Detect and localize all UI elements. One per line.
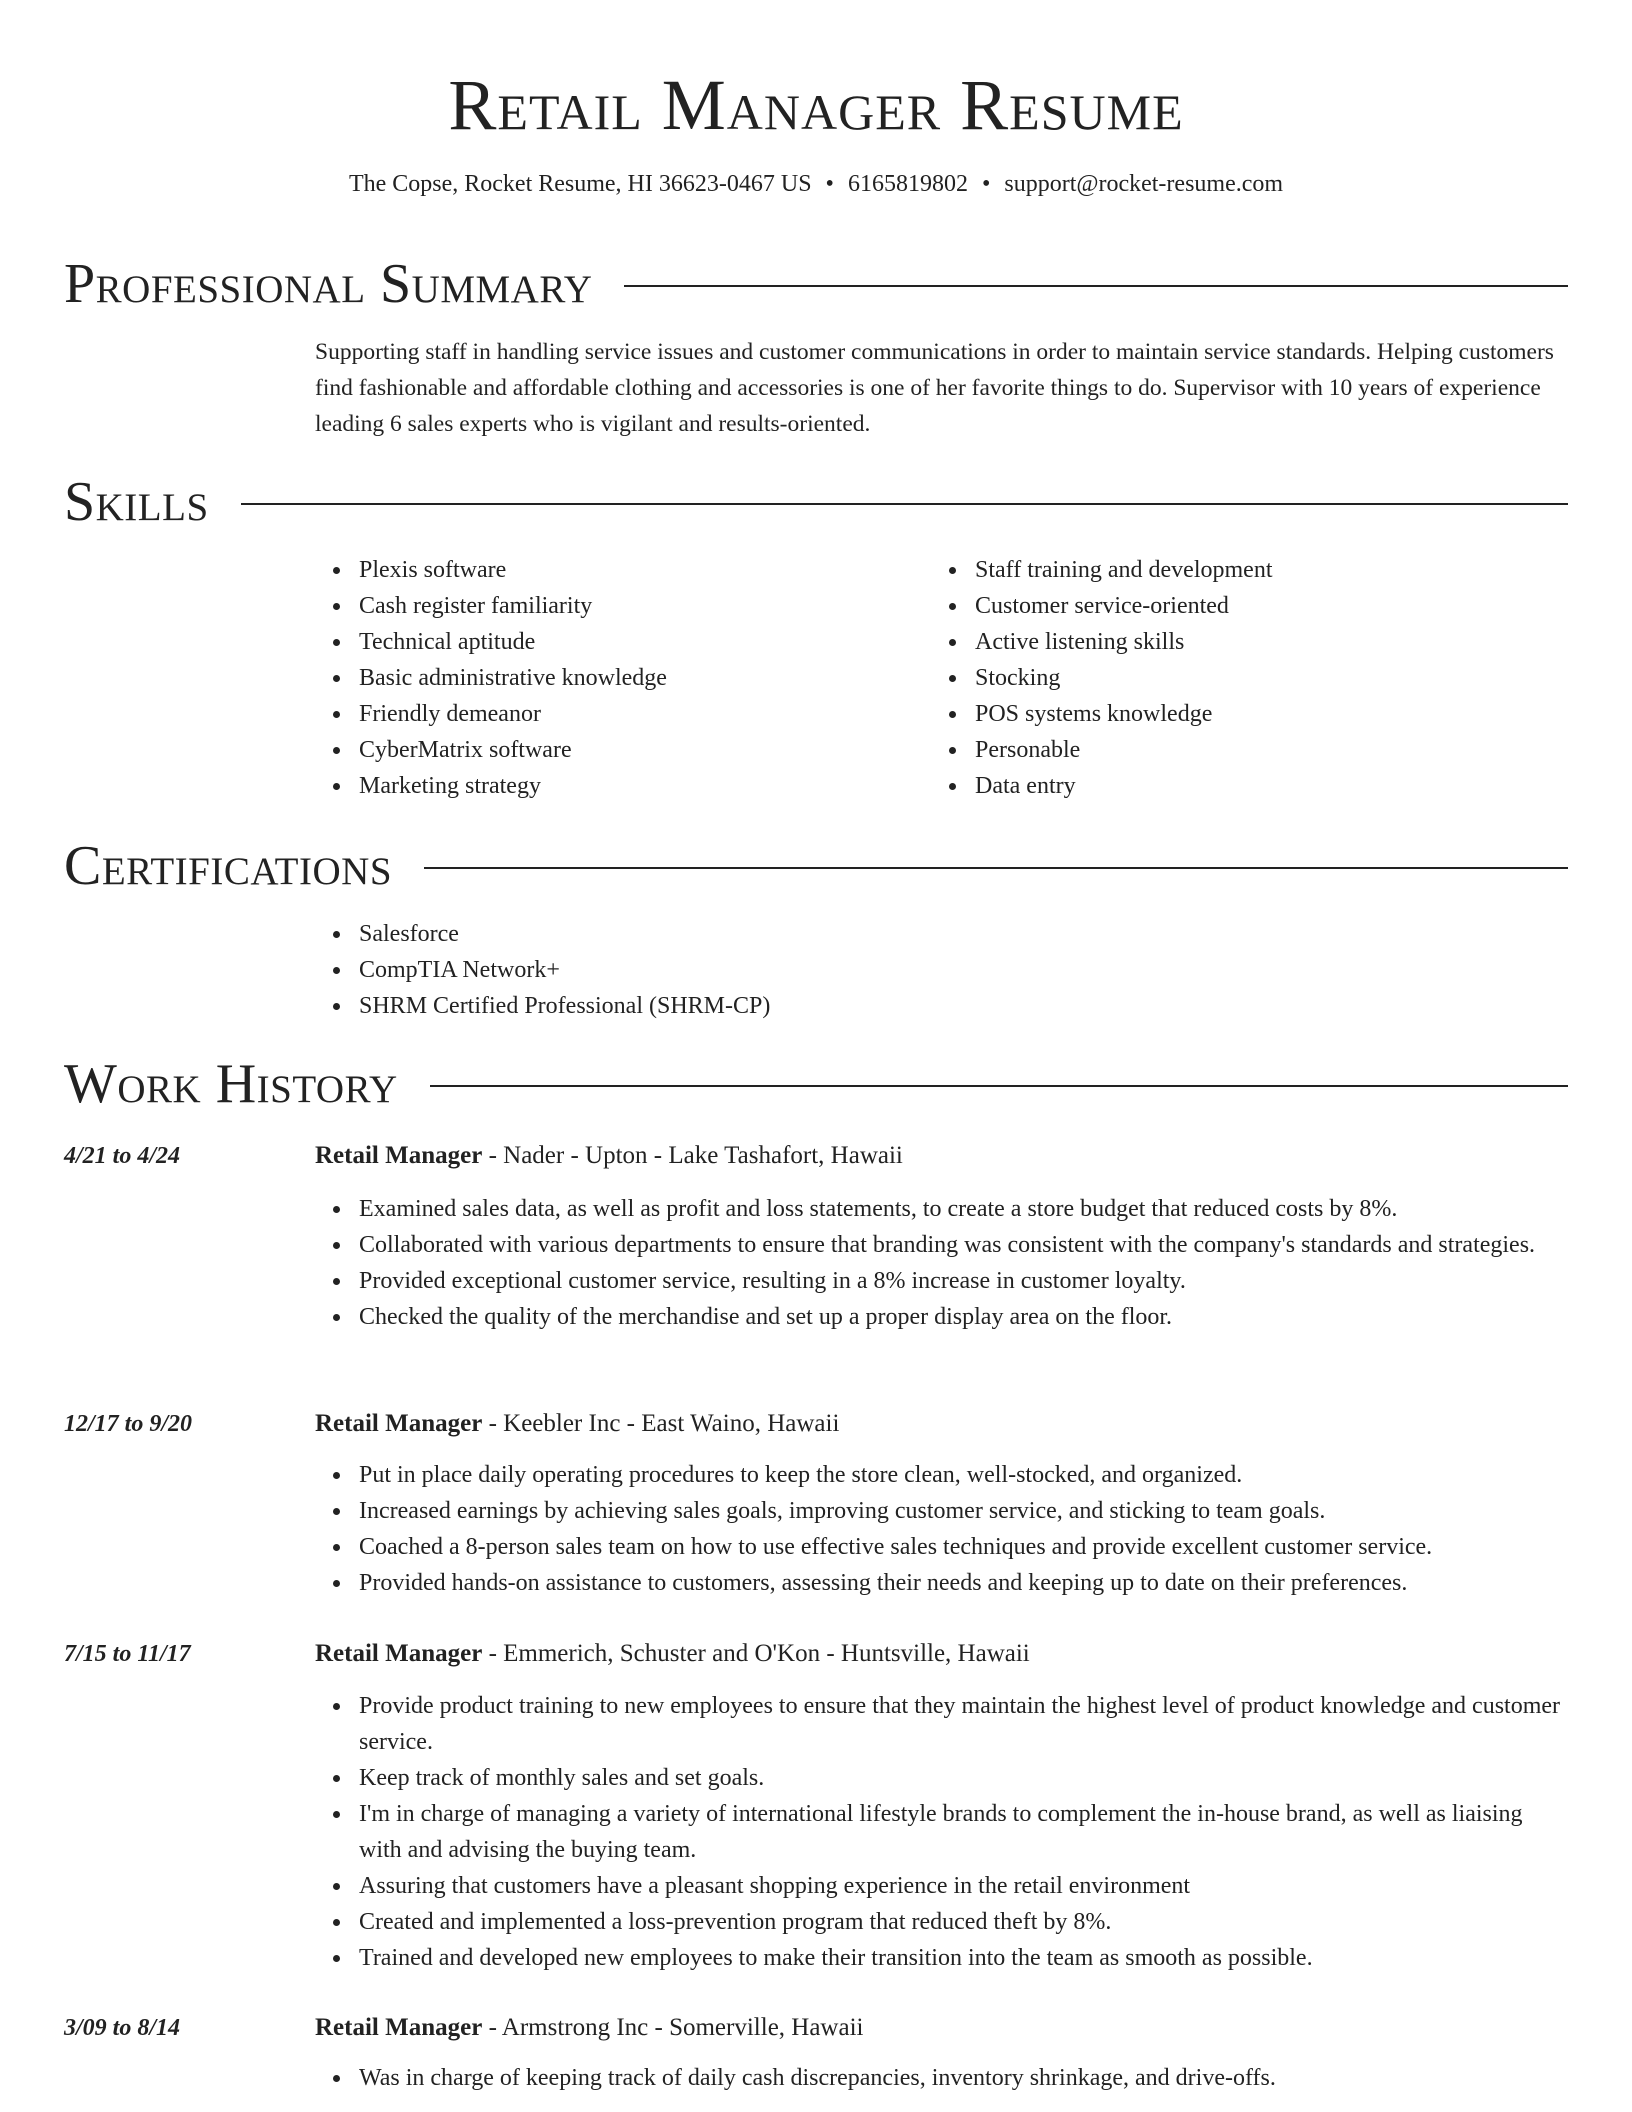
skill-item: CyberMatrix software (359, 732, 915, 768)
certifications-block (315, 916, 1568, 1024)
job-bullets (315, 1191, 1568, 1335)
skill-item: Friendly demeanor (359, 696, 915, 732)
job-details: - Emmerich, Schuster and O'Kon - Huntsville, Hawaii (482, 1640, 1030, 1667)
skills-right-column (931, 552, 1568, 804)
skill-item: Stocking (975, 660, 1568, 696)
job-bullet-item: Coached a 8-person sales team on how to use effective sales techniques and provide excellent customer service. (359, 1529, 1568, 1565)
job-bullets (315, 1457, 1568, 1601)
section-work-header (64, 1052, 1568, 1116)
contact-address: The Copse, Rocket Resume, HI 36623-0467 US (348, 171, 812, 197)
job-dates: 3/09 to 8/14 (64, 2015, 181, 2041)
section-divider (424, 867, 1568, 869)
section-divider (624, 285, 1568, 287)
skills-list (931, 552, 1568, 804)
job-bullet-item: Increased earnings by achieving sales goals, improving customer service, and sticking to team goals. (359, 1493, 1568, 1529)
job-bullet-item: Provided hands-on assistance to customers, assessing their needs and keeping up to date on their preferences. (359, 1565, 1568, 1601)
certifications-list (315, 916, 1568, 1024)
job-bullet-item: Trained and developed new employees to make their transition into the team as smooth as possible. (359, 1940, 1568, 1976)
job-dates: 7/15 to 11/17 (64, 1641, 191, 1667)
certification-item: CompTIA Network+ (359, 952, 1568, 988)
job-heading (315, 1138, 903, 1174)
resume-title: Retail Manager Resume (448, 65, 1184, 145)
skill-item: Cash register familiarity (359, 588, 915, 624)
job-dates: 4/21 to 4/24 (64, 1143, 181, 1169)
job-heading (315, 1636, 1030, 1672)
skill-item: Staff training and development (975, 552, 1568, 588)
section-title-skills: Skills (64, 471, 209, 533)
skill-item: Data entry (975, 768, 1568, 804)
job-bullet-item: Keep track of monthly sales and set goals. (359, 1760, 1568, 1796)
job-details: - Armstrong Inc - Somerville, Hawaii (482, 2014, 864, 2041)
contact-email: support@rocket-resume.com (1004, 171, 1284, 197)
section-title-work-history: Work History (64, 1053, 398, 1115)
job-bullet-item: I'm in charge of managing a variety of international lifestyle brands to complement the in-house brand, as well as liaising with and advising the buying team. (359, 1796, 1568, 1868)
job-bullets (315, 1688, 1568, 1976)
job-bullet-list (315, 2060, 1568, 2096)
section-title-certifications: Certifications (64, 835, 393, 897)
resume-page (64, 0, 1568, 2091)
job-heading (315, 1406, 839, 1442)
contact-separator: • (981, 171, 991, 197)
job-title: Retail Manager (315, 1640, 483, 1667)
job-bullet-list (315, 1191, 1568, 1335)
section-summary-header (64, 252, 1568, 316)
job-bullet-item: Assuring that customers have a pleasant shopping experience in the retail environment (359, 1868, 1568, 1904)
skill-item: Plexis software (359, 552, 915, 588)
section-skills-header (64, 470, 1568, 534)
job-bullet-list (315, 1457, 1568, 1601)
skill-item: Personable (975, 732, 1568, 768)
section-title-summary: Professional Summary (64, 253, 593, 315)
skill-item: Customer service-oriented (975, 588, 1568, 624)
job-bullet-item: Examined sales data, as well as profit and loss statements, to create a store budget that reduced costs by 8%. (359, 1191, 1568, 1227)
job-bullet-item: Was in charge of keeping track of daily cash discrepancies, inventory shrinkage, and drive-offs. (359, 2060, 1568, 2096)
job-details: - Keebler Inc - East Waino, Hawaii (482, 1410, 840, 1437)
certification-item: SHRM Certified Professional (SHRM-CP) (359, 988, 1568, 1024)
job-bullet-item: Checked the quality of the merchandise and set up a proper display area on the floor. (359, 1299, 1568, 1335)
summary-text: Supporting staff in handling service issues and customer communications in order to maintain service standards. Helping customers find fashionable and affordable clothing and accessories is one of her favorite things to do. Supervisor with 10 years of experience leading 6 sales experts who is vigilant and results-oriented. (315, 339, 1554, 437)
job-title: Retail Manager (315, 1410, 483, 1437)
job-dates: 12/17 to 9/20 (64, 1411, 193, 1437)
skill-item: Active listening skills (975, 624, 1568, 660)
skills-left-column (315, 552, 915, 804)
job-heading (315, 2010, 863, 2046)
job-bullet-list (315, 1688, 1568, 1976)
certification-item: Salesforce (359, 916, 1568, 952)
skill-item: Basic administrative knowledge (359, 660, 915, 696)
skill-item: POS systems knowledge (975, 696, 1568, 732)
job-title: Retail Manager (315, 2014, 483, 2041)
job-bullet-item: Created and implemented a loss-prevention program that reduced theft by 8%. (359, 1904, 1568, 1940)
skill-item: Marketing strategy (359, 768, 915, 804)
section-divider (241, 503, 1568, 505)
section-certifications-header (64, 834, 1568, 898)
job-bullet-item: Provide product training to new employees to ensure that they maintain the highest level of product knowledge and customer service. (359, 1688, 1568, 1760)
contact-line (64, 168, 1568, 200)
job-bullets (315, 2060, 1568, 2096)
skills-list (315, 552, 915, 804)
job-bullet-item: Put in place daily operating procedures to keep the store clean, well-stocked, and organized. (359, 1457, 1568, 1493)
job-title: Retail Manager (315, 1142, 483, 1169)
section-divider (430, 1085, 1568, 1087)
job-details: - Nader - Upton - Lake Tashafort, Hawaii (482, 1142, 903, 1169)
contact-separator: • (825, 171, 834, 197)
skill-item: Technical aptitude (359, 624, 915, 660)
job-bullet-item: Collaborated with various departments to ensure that branding was consistent with the company's standards and strategies. (359, 1227, 1568, 1263)
job-bullet-item: Provided exceptional customer service, resulting in a 8% increase in customer loyalty. (359, 1263, 1568, 1299)
contact-phone: 6165819802 (847, 171, 968, 197)
